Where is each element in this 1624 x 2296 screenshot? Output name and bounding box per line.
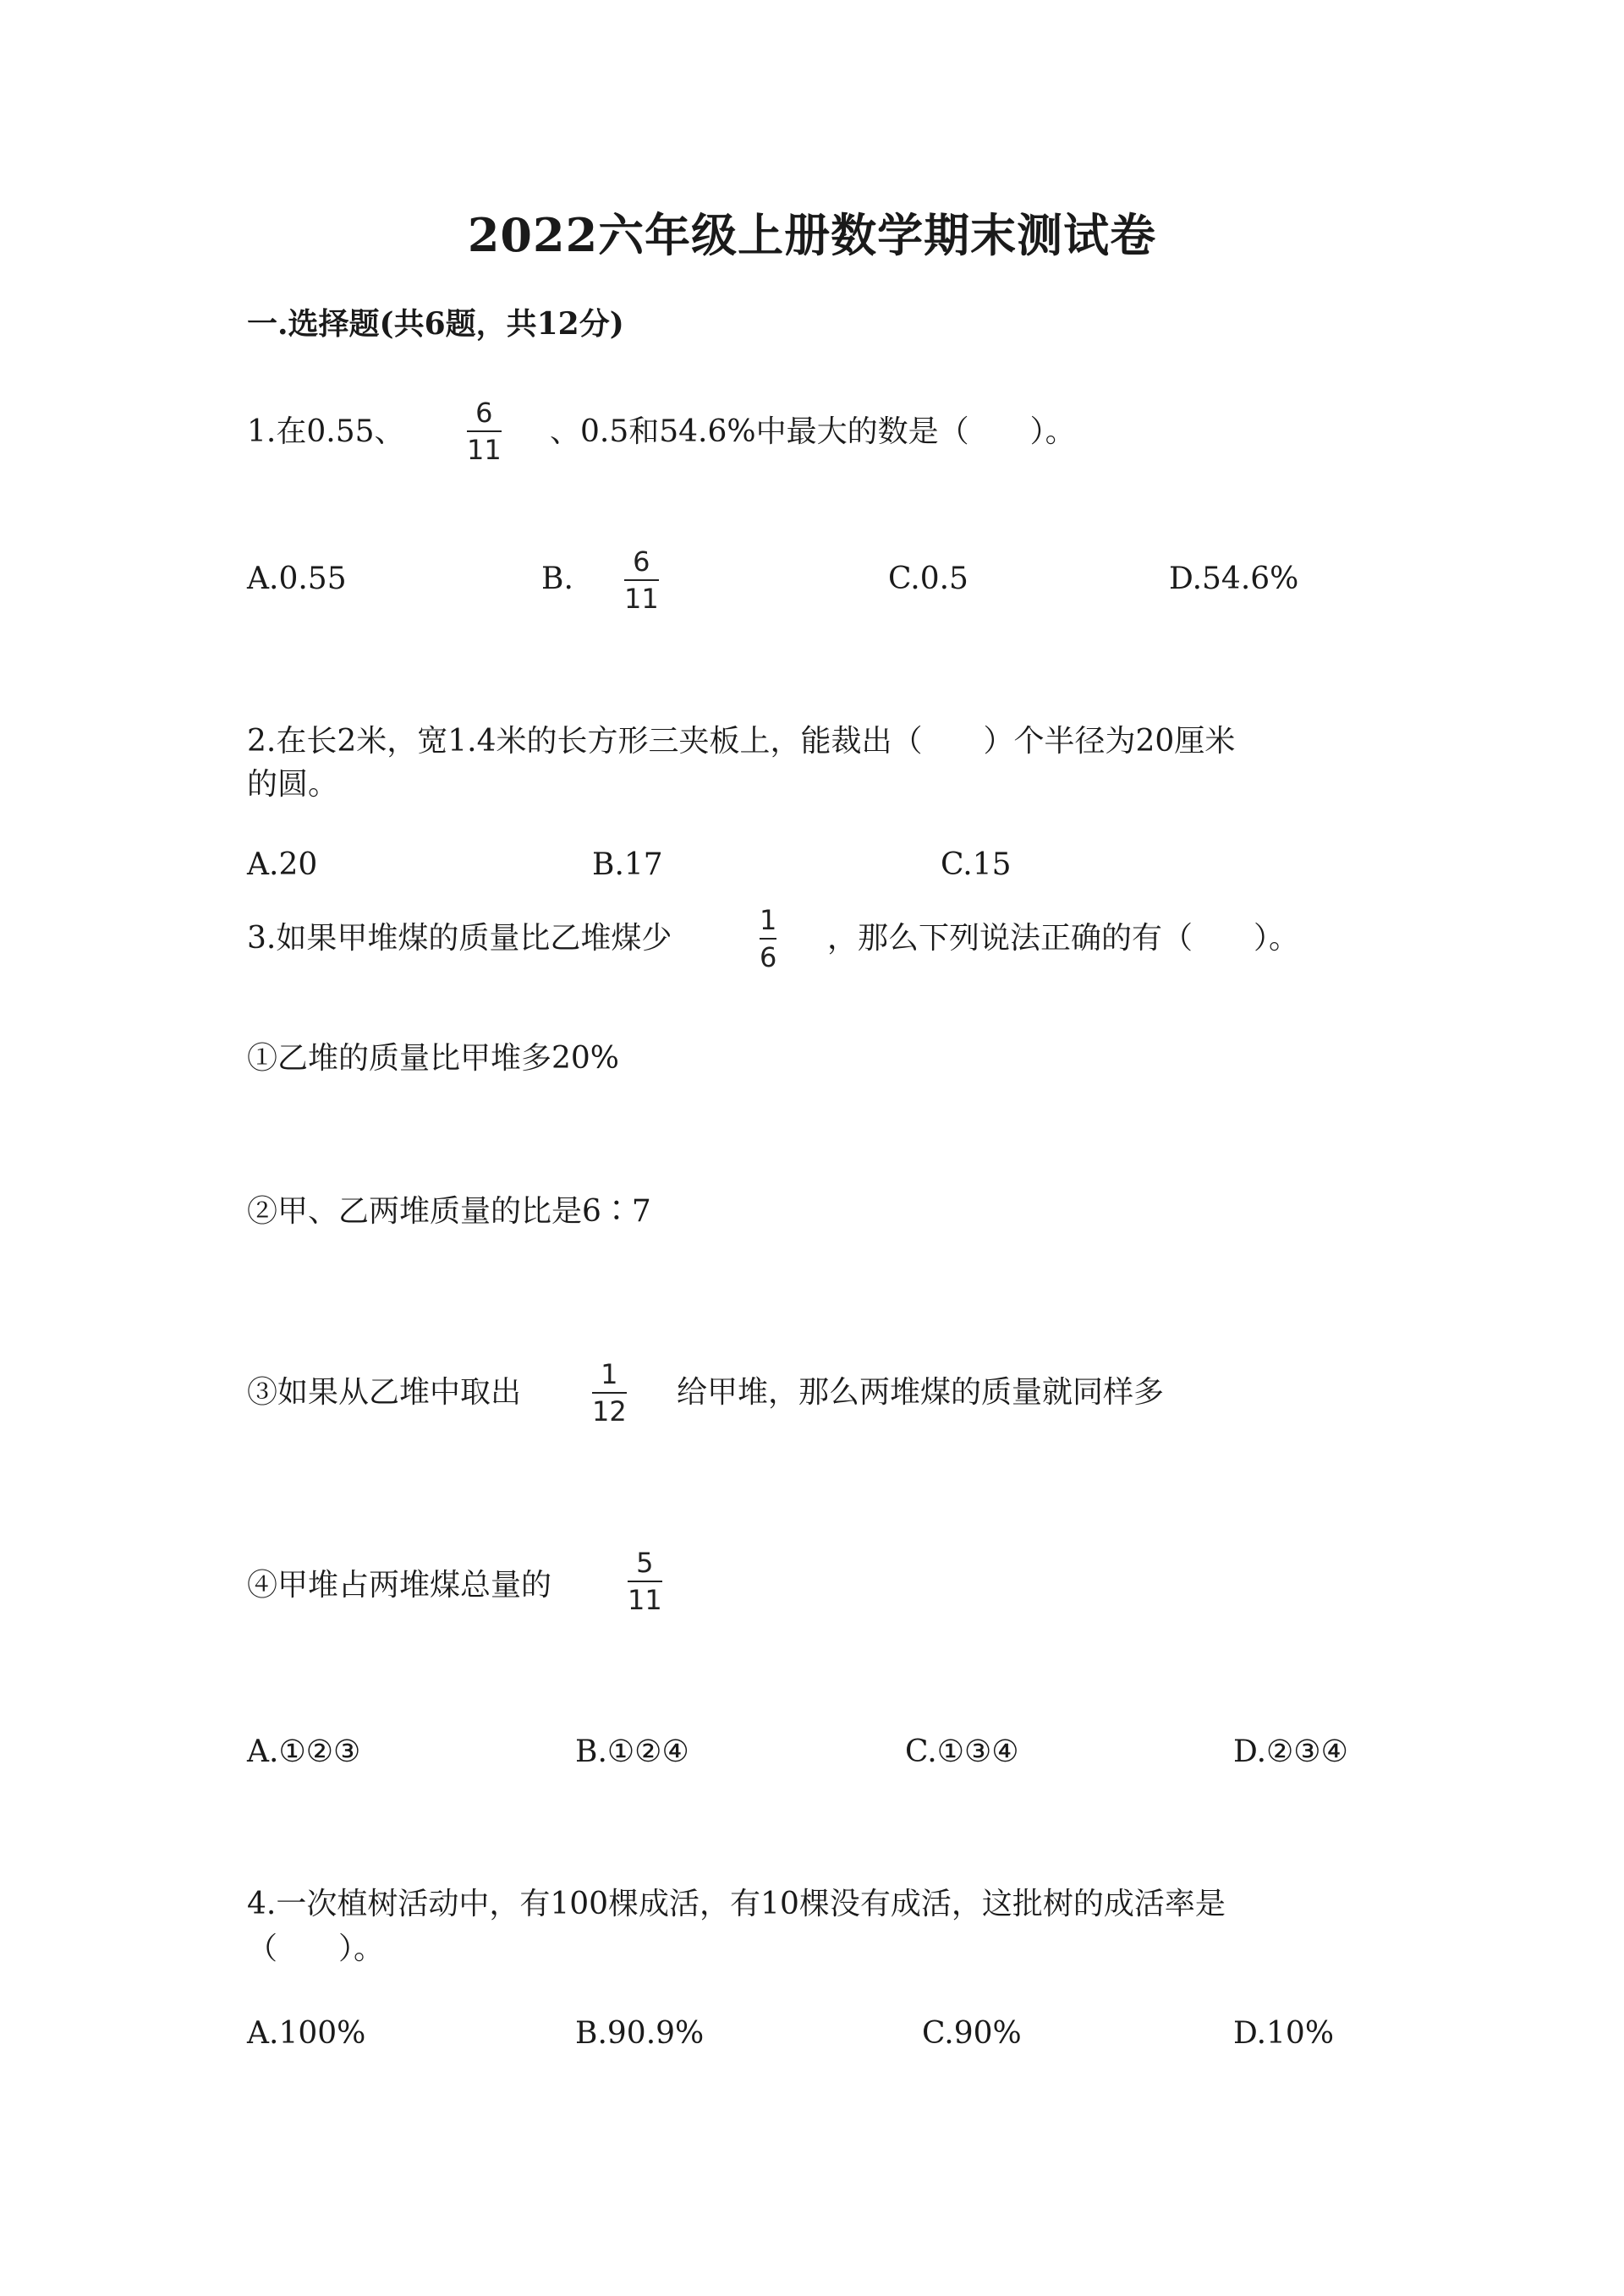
q1-option-b[interactable]: B. <box>541 562 573 596</box>
q3-fraction-denominator: 6 <box>760 941 777 973</box>
q1-option-b-fraction <box>624 545 659 616</box>
q1-fraction-denominator: 11 <box>467 434 502 466</box>
q3-statement-3-before: ③如果从乙堆中取出 <box>247 1375 522 1410</box>
q3-statement-4-fraction <box>628 1546 662 1617</box>
q3-s4-denominator: 11 <box>628 1584 662 1616</box>
q1-option-b-numerator: 6 <box>633 545 650 578</box>
page-title: 2022六年级上册数学期末测试卷 <box>467 208 1157 262</box>
q4-option-b[interactable]: B.90.9% <box>575 2016 705 2051</box>
q3-statement-3-after: 给甲堆，那么两堆煤的质量就同样多 <box>677 1375 1165 1410</box>
q1-option-b-denominator: 11 <box>624 583 659 615</box>
section-heading: 一.选择题(共6题，共12分) <box>247 306 624 342</box>
fraction-bar <box>628 1581 662 1582</box>
q3-statement-2: ②甲、乙两堆质量的比是6∶7 <box>247 1194 651 1229</box>
q1-fraction-numerator: 6 <box>475 397 493 429</box>
q3-s4-numerator: 5 <box>636 1547 654 1579</box>
q3-statement-1: ①乙堆的质量比甲堆多20% <box>247 1041 620 1076</box>
fraction-bar <box>592 1392 627 1394</box>
q3-s3-numerator: 1 <box>601 1358 618 1390</box>
fraction-bar <box>760 938 776 940</box>
q3-option-c[interactable]: C.①③④ <box>905 1734 1019 1769</box>
q2-option-c[interactable]: C.15 <box>941 847 1012 882</box>
q2-option-a[interactable]: A.20 <box>247 847 318 882</box>
fraction-bar <box>467 430 502 432</box>
q4-text-line1: 4.一次植树活动中，有100棵成活，有10棵没有成活，这批树的成活率是 <box>247 1887 1226 1921</box>
q1-fraction <box>467 396 502 467</box>
q3-fraction <box>760 903 776 974</box>
q1-option-c[interactable]: C.0.5 <box>888 562 968 596</box>
q1-option-d[interactable]: D.54.6% <box>1169 562 1299 596</box>
q1-text-before: 1.在0.55、 <box>247 414 405 449</box>
q3-statement-4-before: ④甲堆占两堆煤总量的 <box>247 1568 552 1603</box>
q3-fraction-numerator: 1 <box>760 904 777 936</box>
q1-option-a[interactable]: A.0.55 <box>247 562 347 596</box>
q4-option-d[interactable]: D.10% <box>1233 2016 1335 2051</box>
q4-option-c[interactable]: C.90% <box>922 2016 1022 2051</box>
q2-option-b[interactable]: B.17 <box>592 847 663 882</box>
q3-option-a[interactable]: A.①②③ <box>247 1734 361 1769</box>
q1-text-after: 、0.5和54.6%中最大的数是（ ）。 <box>550 414 1076 449</box>
q3-text-before: 3.如果甲堆煤的质量比乙堆煤少 <box>247 921 672 956</box>
q4-text-line2: （ ）。 <box>247 1932 385 1966</box>
q3-s3-denominator: 12 <box>592 1395 627 1427</box>
q3-statement-3-fraction <box>592 1357 627 1428</box>
q3-option-d[interactable]: D.②③④ <box>1233 1734 1348 1769</box>
q2-text-line2: 的圆。 <box>247 767 339 802</box>
q2-text-line1: 2.在长2米，宽1.4米的长方形三夹板上，能裁出（ ）个半径为20厘米 <box>247 724 1236 759</box>
q3-option-b[interactable]: B.①②④ <box>575 1734 689 1769</box>
q4-option-a[interactable]: A.100% <box>247 2016 366 2051</box>
fraction-bar <box>624 579 659 581</box>
q3-text-after: ，那么下列说法正确的有（ ）。 <box>827 921 1300 956</box>
